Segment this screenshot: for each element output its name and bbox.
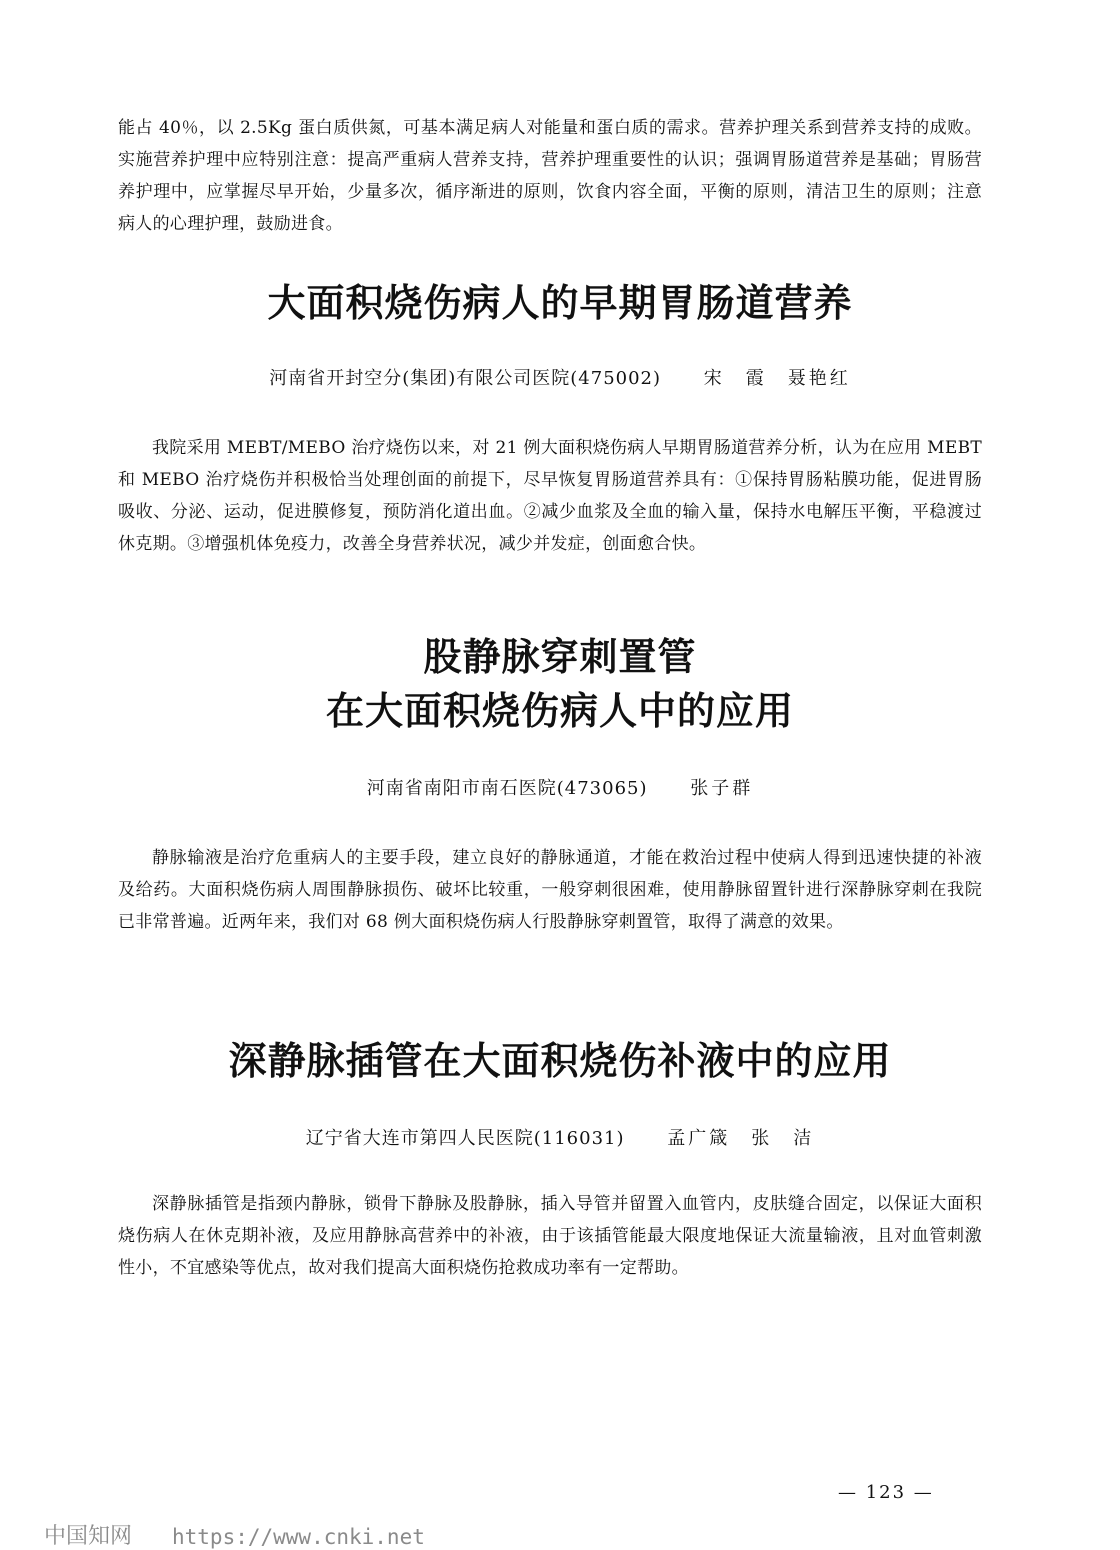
article-2-title-line-2: 在大面积烧伤病人中的应用 bbox=[325, 689, 794, 733]
article-1-title bbox=[0, 276, 1120, 330]
article-3-authors: 孟广箴 张 洁 bbox=[667, 1128, 815, 1149]
article-1-authors: 宋 霞 聂艳红 bbox=[703, 368, 851, 389]
article-3-byline bbox=[0, 1124, 1120, 1154]
article-2-institution: 河南省南阳市南石医院(473065) bbox=[366, 778, 648, 799]
article-3-institution: 辽宁省大连市第四人民医院(116031) bbox=[305, 1128, 625, 1149]
article-2-byline bbox=[0, 774, 1120, 804]
article-3-title-line-1: 深静脉插管在大面积烧伤补液中的应用 bbox=[228, 1039, 892, 1083]
article-2-title bbox=[0, 630, 1120, 738]
page-number: — 123 — bbox=[838, 1482, 934, 1503]
article-3-body: 深静脉插管是指颈内静脉，锁骨下静脉及股静脉，插入导管并留置入血管内，皮肤缝合固定，以保证大面积烧伤病人在休克期补液，及应用静脉高营养中的补液，由于该插管能最大限度地保证大流量输液，且对血管刺激性小，不宜感染等优点，故对我们提高大面积烧伤抢救成功率有一定帮助。 bbox=[118, 1194, 982, 1278]
article-1-institution: 河南省开封空分(集团)有限公司医院(475002) bbox=[269, 368, 662, 389]
article-1-title-line-1: 大面积烧伤病人的早期胃肠道营养 bbox=[267, 281, 853, 325]
cnki-url: https://www.cnki.net bbox=[172, 1525, 425, 1549]
article-2-title-line-1: 股静脉穿刺置管 bbox=[423, 635, 697, 679]
article-2-authors: 张子群 bbox=[690, 778, 754, 799]
article-3-title bbox=[0, 1034, 1120, 1088]
article-1-body: 我院采用 MEBT/MEBO 治疗烧伤以来，对 21 例大面积烧伤病人早期胃肠道营养分析，认为在应用 MEBT 和 MEBO 治疗烧伤并积极恰当处理创面的前提下，尽早恢复胃肠道营养具有：①保持胃肠粘膜功能，促进胃肠吸收、分泌、运动，促进膜修复，预防消化道出血。②减少血浆及全血的输入量，保持水电解压平衡，平稳渡过休克期。③增强机体免疫力，改善全身营养状况，减少并发症，创面愈合快。 bbox=[118, 438, 982, 554]
article-1-byline bbox=[0, 364, 1120, 394]
article-2-body: 静脉输液是治疗危重病人的主要手段，建立良好的静脉通道，才能在救治过程中使病人得到迅速快捷的补液及给药。大面积烧伤病人周围静脉损伤、破坏比较重，一般穿刺很困难，使用静脉留置针进行深静脉穿刺在我院已非常普遍。近两年来，我们对 68 例大面积烧伤病人行股静脉穿刺置管，取得了满意的效果。 bbox=[118, 848, 982, 932]
intro-paragraph: 能占 40％，以 2.5Kg 蛋白质供氮，可基本满足病人对能量和蛋白质的需求。营养护理关系到营养支持的成败。实施营养护理中应特别注意：提高严重病人营养支持，营养护理重要性的认识；强调胃肠道营养是基础；胃肠营养护理中，应掌握尽早开始，少量多次，循序渐进的原则，饮食内容全面，平衡的原则，清洁卫生的原则；注意病人的心理护理，鼓励进食。 bbox=[118, 118, 982, 234]
cnki-logo-text: 中国知网 bbox=[44, 1524, 133, 1549]
